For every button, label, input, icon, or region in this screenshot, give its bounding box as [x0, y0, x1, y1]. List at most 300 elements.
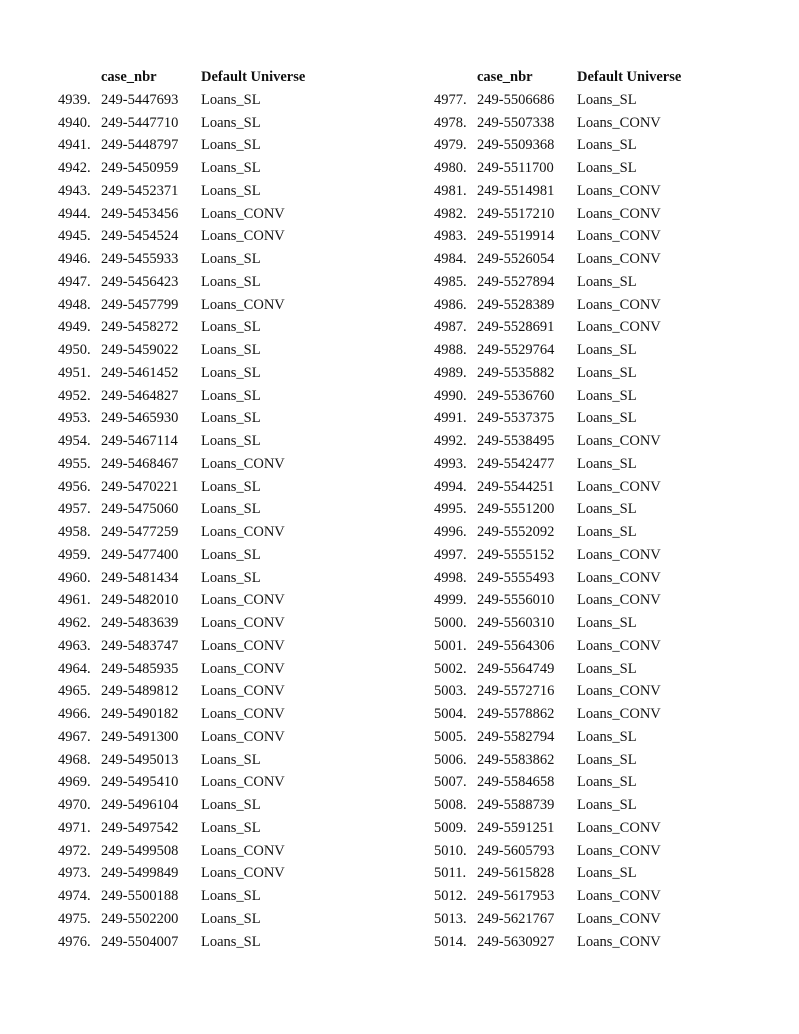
row-index: 4971. [58, 819, 91, 836]
case-nbr-cell: 249-5485935 [101, 660, 179, 677]
table-row [434, 771, 707, 794]
table-row [58, 817, 331, 840]
row-index: 4968. [58, 751, 91, 768]
case-nbr-cell: 249-5536760 [477, 387, 555, 404]
universe-cell: Loans_SL [201, 160, 261, 176]
row-index: 5007. [434, 774, 467, 791]
table-row [58, 362, 331, 385]
case-nbr-cell: 249-5538495 [477, 433, 555, 449]
table-row [434, 453, 707, 476]
universe-cell: Loans_CONV [577, 706, 661, 722]
table-row [434, 521, 707, 544]
universe-cell: Loans_SL [577, 273, 637, 290]
case-nbr-cell: 249-5500188 [101, 888, 179, 904]
row-index: 5003. [434, 683, 467, 700]
case-nbr-cell: 249-5495410 [101, 774, 179, 791]
row-index: 4986. [434, 296, 467, 313]
case-nbr-cell: 249-5461452 [101, 364, 179, 381]
table-row [58, 157, 331, 180]
table-row [58, 271, 331, 294]
table-row [434, 794, 707, 817]
case-nbr-cell: 249-5457799 [101, 296, 179, 313]
universe-cell: Loans_SL [201, 410, 261, 427]
table-row [58, 589, 331, 612]
table-row [58, 316, 331, 339]
universe-cell: Loans_CONV [201, 706, 285, 722]
case-nbr-cell: 249-5470221 [101, 478, 179, 495]
universe-cell: Loans_CONV [577, 296, 661, 313]
row-index: 5012. [434, 888, 467, 904]
case-nbr-cell: 249-5467114 [101, 433, 178, 449]
universe-cell: Loans_SL [577, 660, 637, 677]
universe-cell: Loans_SL [577, 410, 637, 427]
universe-cell: Loans_CONV [577, 251, 661, 267]
table-row [58, 658, 331, 681]
universe-cell: Loans_SL [201, 251, 261, 267]
table-row [434, 498, 707, 521]
case-nbr-cell: 249-5560310 [477, 615, 555, 631]
case-nbr-cell: 249-5615828 [477, 865, 555, 882]
universe-cell: Loans_CONV [201, 660, 285, 677]
table-row [434, 931, 707, 954]
case-nbr-cell: 249-5483747 [101, 637, 179, 654]
table-row [58, 680, 331, 703]
universe-cell: Loans_SL [577, 160, 637, 176]
row-index: 5001. [434, 637, 467, 654]
case-nbr-cell: 249-5490182 [101, 706, 179, 722]
table-row [58, 476, 331, 499]
universe-cell: Loans_SL [201, 342, 261, 358]
table-row [434, 658, 707, 681]
case-nbr-cell: 249-5526054 [477, 251, 555, 267]
row-index: 5011. [434, 865, 467, 882]
row-index: 5010. [434, 842, 467, 859]
universe-cell: Loans_SL [201, 888, 261, 904]
universe-cell: Loans_CONV [201, 455, 285, 472]
case-nbr-cell: 249-5448797 [101, 137, 179, 154]
case-nbr-cell: 249-5453456 [101, 205, 179, 222]
universe-cell: Loans_CONV [201, 637, 285, 654]
row-index: 4993. [434, 455, 467, 472]
universe-cell: Loans_SL [201, 387, 261, 404]
left-column-table [58, 66, 331, 953]
case-nbr-cell: 249-5507338 [477, 114, 555, 131]
case-nbr-cell: 249-5454524 [101, 228, 179, 245]
case-nbr-cell: 249-5591251 [477, 819, 555, 836]
row-index: 4983. [434, 228, 467, 245]
table-row [434, 680, 707, 703]
table-row [434, 430, 707, 453]
case-nbr-cell: 249-5495013 [101, 751, 179, 768]
row-index: 4954. [58, 433, 91, 449]
universe-cell: Loans_SL [577, 797, 637, 813]
row-index: 4991. [434, 410, 467, 427]
table-row [434, 703, 707, 726]
case-nbr-cell: 249-5477400 [101, 546, 179, 563]
table-row [58, 453, 331, 476]
universe-cell: Loans_CONV [201, 615, 285, 631]
table-row [434, 612, 707, 635]
case-nbr-cell: 249-5456423 [101, 273, 179, 290]
row-index: 4940. [58, 114, 91, 131]
universe-cell: Loans_SL [577, 524, 637, 540]
row-index: 4980. [434, 160, 467, 176]
case-nbr-cell: 249-5517210 [477, 205, 555, 222]
universe-cell: Loans_CONV [201, 524, 285, 540]
table-row [434, 840, 707, 863]
row-index: 4957. [58, 501, 91, 518]
case-nbr-cell: 249-5537375 [477, 410, 555, 427]
row-index: 5004. [434, 706, 467, 722]
row-index: 4952. [58, 387, 91, 404]
right-column-table [434, 66, 707, 953]
table-row [58, 203, 331, 226]
case-nbr-cell: 249-5564306 [477, 637, 555, 654]
universe-cell: Loans_SL [201, 478, 261, 495]
universe-cell: Loans_SL [201, 319, 261, 336]
case-nbr-cell: 249-5477259 [101, 524, 179, 540]
universe-cell: Loans_SL [577, 91, 637, 108]
row-index: 4943. [58, 182, 91, 199]
universe-cell: Loans_CONV [201, 228, 285, 245]
row-index: 4976. [58, 933, 91, 950]
case-nbr-cell: 249-5555152 [477, 546, 555, 563]
table-row [58, 89, 331, 112]
case-nbr-cell: 249-5572716 [477, 683, 555, 700]
universe-cell: Loans_SL [201, 910, 261, 927]
table-row [58, 112, 331, 135]
table-row [58, 908, 331, 931]
case-nbr-cell: 249-5529764 [477, 342, 555, 358]
row-index: 5005. [434, 728, 467, 745]
table-row [434, 885, 707, 908]
universe-cell: Loans_SL [577, 501, 637, 518]
universe-cell: Loans_SL [577, 774, 637, 791]
table-row [58, 339, 331, 362]
row-index: 5008. [434, 797, 467, 813]
case-nbr-cell: 249-5514981 [477, 182, 555, 199]
table-row [434, 635, 707, 658]
universe-cell: Loans_CONV [577, 888, 661, 904]
row-index: 4955. [58, 455, 91, 472]
universe-cell: Loans_CONV [577, 910, 661, 927]
table-row [434, 316, 707, 339]
universe-cell: Loans_SL [201, 433, 261, 449]
table-row [434, 749, 707, 772]
row-index: 4984. [434, 251, 467, 267]
universe-cell: Loans_SL [201, 933, 261, 950]
universe-cell: Loans_CONV [577, 683, 661, 700]
header-row [434, 66, 707, 89]
row-index: 5006. [434, 751, 467, 768]
right-table-body [434, 89, 707, 954]
row-index: 4949. [58, 319, 91, 336]
row-index: 4999. [434, 592, 467, 609]
universe-cell: Loans_SL [577, 364, 637, 381]
universe-cell: Loans_SL [577, 728, 637, 745]
universe-cell: Loans_SL [577, 387, 637, 404]
row-index: 4964. [58, 660, 91, 677]
universe-cell: Loans_SL [577, 137, 637, 154]
universe-cell: Loans_SL [201, 182, 261, 199]
table-row [434, 271, 707, 294]
row-index: 4977. [434, 91, 467, 108]
universe-cell: Loans_SL [201, 273, 261, 290]
case-nbr-cell: 249-5583862 [477, 751, 555, 768]
row-index: 4985. [434, 273, 467, 290]
index-header [58, 66, 101, 89]
universe-cell: Loans_SL [201, 501, 261, 518]
universe-cell: Loans_CONV [577, 228, 661, 245]
table-row [58, 294, 331, 317]
table-row [434, 339, 707, 362]
row-index: 4994. [434, 478, 467, 495]
table-row [434, 385, 707, 408]
table-row [434, 567, 707, 590]
default-universe-header: Default Universe [201, 69, 306, 85]
table-row [58, 430, 331, 453]
universe-cell: Loans_SL [577, 865, 637, 882]
table-row [58, 726, 331, 749]
table-row [434, 225, 707, 248]
case-nbr-cell: 249-5496104 [101, 797, 179, 813]
row-index: 5013. [434, 910, 467, 927]
row-index: 4995. [434, 501, 467, 518]
case-nbr-cell: 249-5447693 [101, 91, 179, 108]
case-nbr-cell: 249-5447710 [101, 114, 179, 131]
universe-cell: Loans_CONV [201, 842, 285, 859]
universe-cell: Loans_CONV [577, 842, 661, 859]
universe-cell: Loans_SL [201, 819, 261, 836]
universe-cell: Loans_CONV [577, 478, 661, 495]
row-index: 4972. [58, 842, 91, 859]
table-row [434, 294, 707, 317]
row-index: 4997. [434, 546, 467, 563]
case-nbr-cell: 249-5465930 [101, 410, 179, 427]
case-nbr-cell: 249-5535882 [477, 364, 555, 381]
row-index: 5014. [434, 933, 467, 950]
universe-cell: Loans_CONV [577, 114, 661, 131]
universe-cell: Loans_CONV [577, 433, 661, 449]
table-row [58, 180, 331, 203]
row-index: 4959. [58, 546, 91, 563]
case-nbr-cell: 249-5450959 [101, 160, 179, 176]
row-index: 4960. [58, 569, 91, 586]
universe-cell: Loans_CONV [201, 774, 285, 791]
case-nbr-cell: 249-5630927 [477, 933, 555, 950]
table-row [58, 385, 331, 408]
case-nbr-cell: 249-5511700 [477, 160, 554, 176]
table-row [58, 612, 331, 635]
row-index: 4979. [434, 137, 467, 154]
row-index: 4966. [58, 706, 91, 722]
row-index: 4989. [434, 364, 467, 381]
case-nbr-cell: 249-5528389 [477, 296, 555, 313]
table-row [58, 862, 331, 885]
row-index: 4958. [58, 524, 91, 540]
universe-cell: Loans_CONV [201, 865, 285, 882]
case-nbr-cell: 249-5605793 [477, 842, 555, 859]
universe-cell: Loans_CONV [201, 592, 285, 609]
case-nbr-cell: 249-5509368 [477, 137, 555, 154]
universe-cell: Loans_SL [201, 751, 261, 768]
row-index: 4942. [58, 160, 91, 176]
case-nbr-cell: 249-5481434 [101, 569, 179, 586]
row-index: 4973. [58, 865, 91, 882]
row-index: 4992. [434, 433, 467, 449]
case-nbr-cell: 249-5528691 [477, 319, 555, 336]
row-index: 4948. [58, 296, 91, 313]
default-universe-header: Default Universe [577, 69, 682, 85]
case-nbr-cell: 249-5491300 [101, 728, 179, 745]
table-row [58, 544, 331, 567]
universe-cell: Loans_CONV [577, 592, 661, 609]
row-index: 4939. [58, 91, 91, 108]
case-nbr-cell: 249-5551200 [477, 501, 555, 518]
table-row [58, 225, 331, 248]
case-nbr-cell: 249-5582794 [477, 728, 555, 745]
row-index: 4950. [58, 342, 91, 358]
row-index: 5000. [434, 615, 467, 631]
row-index: 4947. [58, 273, 91, 290]
row-index: 4945. [58, 228, 91, 245]
case-nbr-cell: 249-5621767 [477, 910, 555, 927]
table-row [58, 521, 331, 544]
table-row [434, 89, 707, 112]
universe-cell: Loans_SL [577, 751, 637, 768]
table-row [58, 771, 331, 794]
case-nbr-cell: 249-5455933 [101, 251, 179, 267]
universe-cell: Loans_CONV [577, 819, 661, 836]
case-nbr-cell: 249-5464827 [101, 387, 179, 404]
row-index: 4981. [434, 182, 467, 199]
row-index: 4944. [58, 205, 91, 222]
row-index: 4974. [58, 888, 91, 904]
case-nbr-cell: 249-5584658 [477, 774, 555, 791]
case-nbr-header: case_nbr [477, 69, 533, 85]
table-row [434, 407, 707, 430]
table-row [58, 749, 331, 772]
table-row [58, 931, 331, 954]
row-index: 4962. [58, 615, 91, 631]
universe-cell: Loans_CONV [201, 205, 285, 222]
universe-cell: Loans_SL [577, 615, 637, 631]
universe-cell: Loans_CONV [577, 933, 661, 950]
row-index: 4978. [434, 114, 467, 131]
index-header [434, 66, 477, 89]
table-row [434, 589, 707, 612]
row-index: 4969. [58, 774, 91, 791]
universe-cell: Loans_SL [201, 364, 261, 381]
case-nbr-cell: 249-5556010 [477, 592, 555, 609]
universe-cell: Loans_SL [201, 546, 261, 563]
row-index: 4998. [434, 569, 467, 586]
case-nbr-cell: 249-5578862 [477, 706, 555, 722]
table-row [58, 248, 331, 271]
universe-cell: Loans_SL [201, 797, 261, 813]
universe-cell: Loans_CONV [201, 683, 285, 700]
table-row [434, 180, 707, 203]
case-nbr-cell: 249-5483639 [101, 615, 179, 631]
case-nbr-cell: 249-5504007 [101, 933, 179, 950]
case-nbr-cell: 249-5544251 [477, 478, 555, 495]
row-index: 4970. [58, 797, 91, 813]
row-index: 4967. [58, 728, 91, 745]
case-nbr-cell: 249-5468467 [101, 455, 179, 472]
row-index: 5009. [434, 819, 467, 836]
left-table-body [58, 89, 331, 954]
row-index: 4963. [58, 637, 91, 654]
row-index: 4951. [58, 364, 91, 381]
universe-cell: Loans_CONV [577, 182, 661, 199]
case-nbr-cell: 249-5482010 [101, 592, 179, 609]
table-row [434, 248, 707, 271]
header-row [58, 66, 331, 89]
row-index: 4982. [434, 205, 467, 222]
table-row [434, 544, 707, 567]
row-index: 4988. [434, 342, 467, 358]
table-row [434, 862, 707, 885]
table-row [58, 794, 331, 817]
table-row [58, 567, 331, 590]
row-index: 4965. [58, 683, 91, 700]
case-nbr-cell: 249-5489812 [101, 683, 179, 700]
universe-cell: Loans_CONV [201, 296, 285, 313]
universe-cell: Loans_CONV [577, 546, 661, 563]
universe-cell: Loans_CONV [577, 319, 661, 336]
table-row [434, 908, 707, 931]
case-nbr-cell: 249-5617953 [477, 888, 555, 904]
case-nbr-cell: 249-5588739 [477, 797, 555, 813]
case-nbr-cell: 249-5497542 [101, 819, 179, 836]
universe-cell: Loans_SL [577, 455, 637, 472]
row-index: 4956. [58, 478, 91, 495]
row-index: 4975. [58, 910, 91, 927]
table-row [58, 498, 331, 521]
table-row [434, 362, 707, 385]
universe-cell: Loans_CONV [577, 569, 661, 586]
table-row [58, 134, 331, 157]
case-nbr-header: case_nbr [101, 69, 157, 85]
case-nbr-cell: 249-5452371 [101, 182, 179, 199]
row-index: 4946. [58, 251, 91, 267]
row-index: 4961. [58, 592, 91, 609]
universe-cell: Loans_CONV [201, 728, 285, 745]
case-nbr-cell: 249-5527894 [477, 273, 555, 290]
case-nbr-cell: 249-5475060 [101, 501, 179, 518]
universe-cell: Loans_SL [201, 114, 261, 131]
universe-cell: Loans_SL [201, 91, 261, 108]
table-row [434, 203, 707, 226]
case-nbr-cell: 249-5499849 [101, 865, 179, 882]
case-nbr-cell: 249-5506686 [477, 91, 555, 108]
table-row [58, 840, 331, 863]
table-row [58, 703, 331, 726]
case-nbr-cell: 249-5542477 [477, 455, 555, 472]
universe-cell: Loans_SL [201, 137, 261, 154]
case-nbr-cell: 249-5519914 [477, 228, 555, 245]
table-row [434, 476, 707, 499]
table-row [58, 635, 331, 658]
table-row [58, 885, 331, 908]
row-index: 4990. [434, 387, 467, 404]
table-row [434, 157, 707, 180]
case-nbr-cell: 249-5458272 [101, 319, 179, 336]
row-index: 4987. [434, 319, 467, 336]
universe-cell: Loans_SL [577, 342, 637, 358]
universe-cell: Loans_SL [201, 569, 261, 586]
table-row [434, 134, 707, 157]
